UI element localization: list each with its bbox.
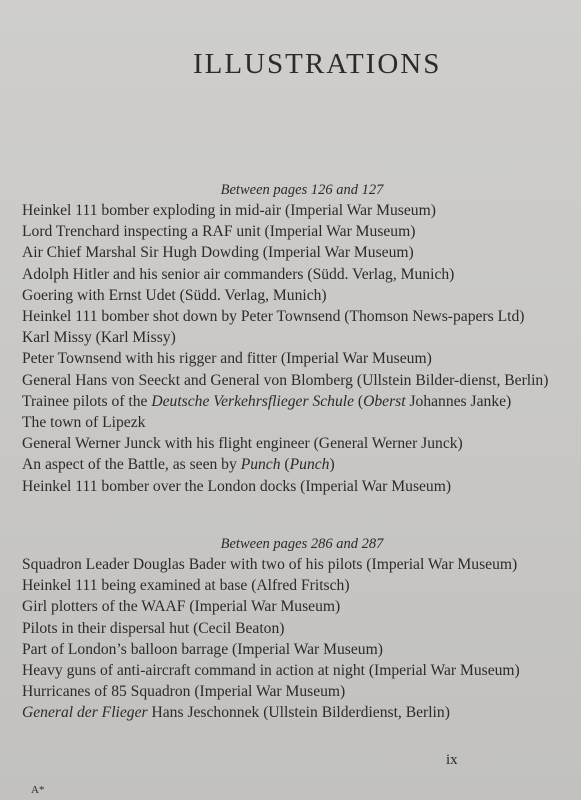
page-title: ILLUSTRATIONS	[193, 48, 442, 80]
illustration-entry	[22, 200, 562, 221]
illustration-entry	[22, 348, 562, 369]
entry-text: Hurricanes of 85 Squadron (Imperial War Museum)	[22, 683, 346, 701]
entry-text: Squadron Leader Douglas Bader with two of his pilots (Imperial War Museum)	[22, 556, 518, 573]
illustration-entry	[22, 476, 562, 497]
entry-text: Adolph Hitler and his senior air commanders (Südd. Verlag, Munich)	[22, 265, 455, 283]
entry-text: Karl Missy (Karl Missy)	[22, 329, 176, 347]
entry-text: Heinkel 111 bomber shot down by Peter Townsend (Thomson News-papers Ltd)	[22, 308, 525, 326]
entry-text: General Hans von Seeckt and General von Blomberg (Ullstein Bilder-dienst, Berlin)	[22, 371, 549, 389]
section-plates-1	[22, 181, 562, 497]
illustration-entry	[22, 660, 562, 681]
signature-mark: A*	[31, 784, 45, 796]
entry-text: Trainee pilots of the	[22, 392, 152, 410]
entry-italic-text: Punch	[240, 456, 281, 474]
illustration-entry	[22, 554, 562, 575]
section-heading: Between pages 126 and 127	[220, 182, 384, 198]
illustration-entry	[22, 285, 562, 306]
entry-text: (	[280, 456, 290, 474]
entry-text: General Werner Junck with his flight engineer (General Werner Junck)	[22, 435, 463, 453]
entry-text: Air Chief Marshal Sir Hugh Dowding (Imperial War Museum)	[22, 244, 414, 262]
page-number: ix	[446, 752, 458, 768]
entry-text: An aspect of the Battle, as seen by	[22, 456, 241, 474]
illustration-entry	[22, 264, 562, 285]
illustration-entry	[22, 327, 562, 348]
section-heading: Between pages 286 and 287	[220, 536, 384, 552]
entry-text: )	[329, 456, 335, 474]
illustration-entry	[22, 702, 562, 723]
illustration-entry	[22, 575, 562, 596]
illustration-entry	[22, 681, 562, 702]
entry-text: Peter Townsend with his rigger and fitter (Imperial War Museum)	[22, 350, 432, 368]
entry-text: Heinkel 111 bomber over the London docks (Imperial War Museum)	[22, 477, 452, 495]
illustration-entry	[22, 221, 562, 242]
entry-text: Goering with Ernst Udet (Südd. Verlag, Munich)	[22, 286, 327, 304]
entry-italic-text: Punch	[289, 456, 330, 474]
illustration-entry	[22, 454, 562, 475]
illustration-entry	[22, 618, 562, 639]
illustration-entry	[22, 391, 562, 412]
entry-text: (	[354, 392, 364, 410]
entry-text: Girl plotters of the WAAF (Imperial War Museum)	[22, 598, 341, 616]
illustration-entry	[22, 370, 562, 391]
entry-text: Heinkel 111 being examined at base (Alfred Fritsch)	[22, 577, 350, 595]
illustration-entry	[22, 596, 562, 617]
entry-text: Lord Trenchard inspecting a RAF unit (Imperial War Museum)	[22, 223, 416, 241]
entry-text: Johannes Janke)	[405, 392, 512, 410]
entry-text: Pilots in their dispersal hut (Cecil Beaton)	[22, 619, 285, 637]
entry-italic-text: Oberst	[363, 392, 406, 410]
entry-text: The town of Lipezk	[22, 414, 146, 432]
entry-text: Part of London’s balloon barrage (Imperial War Museum)	[22, 640, 383, 658]
entry-italic-text: General der Flieger	[22, 704, 148, 722]
entry-italic-text: Deutsche Verkehrsflieger Schule	[151, 392, 355, 410]
illustration-entry	[22, 412, 562, 433]
illustration-entry	[22, 433, 562, 454]
illustration-entry	[22, 242, 562, 263]
entry-text: Hans Jeschonnek (Ullstein Bilderdienst, Berlin)	[147, 704, 450, 722]
illustration-list	[22, 554, 562, 724]
illustration-entry	[22, 639, 562, 660]
section-plates-2	[22, 535, 562, 724]
illustration-entry	[22, 306, 562, 327]
illustration-list	[22, 200, 562, 497]
entry-text: Heavy guns of anti-aircraft command in action at night (Imperial War Museum)	[22, 662, 520, 680]
entry-text: Heinkel 111 bomber exploding in mid-air (Imperial War Museum)	[22, 202, 436, 219]
